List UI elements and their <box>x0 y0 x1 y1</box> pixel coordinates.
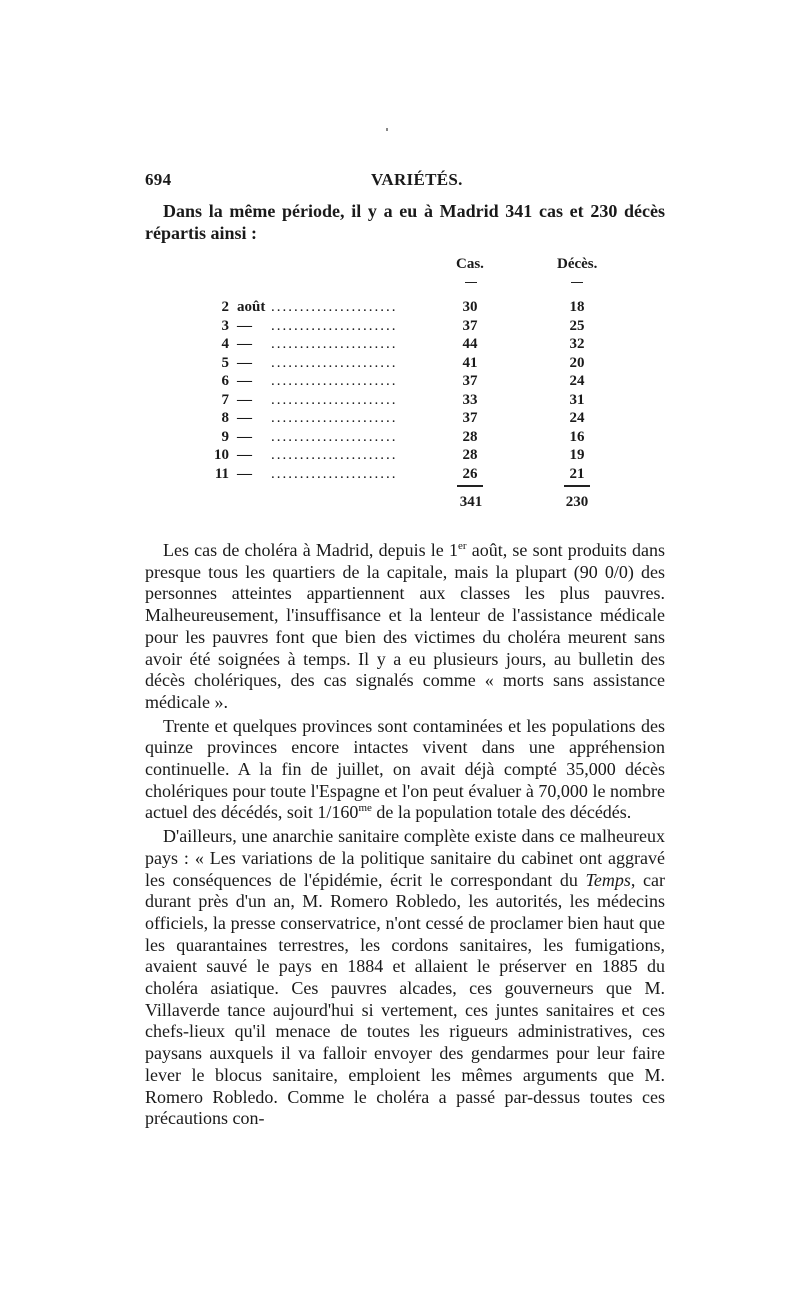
row-cas: 37 <box>462 410 478 426</box>
row-day: 10 <box>214 447 229 463</box>
row-deces: 20 <box>569 354 585 371</box>
paragraph-text: Trente et quelques provinces sont contaminées et les populations des quinze provinces encore intactes vivent dans une appréhension continuelle. A la fin de juillet, on avait déjà compté 35,000 décès cholériques pour toute l'Espagne et l'on peut évaluer à 70,000 le nombre actuel des décédés, soit 1/160 <box>145 715 665 823</box>
row-day: 5 <box>221 354 229 371</box>
running-title: VARIÉTÉS. <box>371 170 463 189</box>
column-header-deces: Décès. <box>557 256 598 272</box>
table-row <box>145 428 665 446</box>
row-leader-dots: ...................... <box>271 299 398 315</box>
row-day: 9 <box>221 428 229 445</box>
row-leader-dots: ...................... <box>271 410 398 426</box>
row-deces: 24 <box>569 410 585 426</box>
row-month: — <box>237 465 252 482</box>
table-row <box>145 465 665 483</box>
paragraph-text: Les cas de choléra à Madrid, depuis le 1 <box>163 540 458 560</box>
table-row <box>145 391 665 409</box>
table-row <box>145 446 665 464</box>
row-deces: 16 <box>569 428 585 445</box>
row-cas: 44 <box>462 336 478 352</box>
row-deces: 21 <box>569 465 585 482</box>
page-header <box>145 170 665 192</box>
row-day: 2 <box>221 299 229 315</box>
row-month: — <box>237 391 252 408</box>
total-cas: 341 <box>459 494 483 510</box>
madrid-cases-table <box>145 256 665 516</box>
row-leader-dots: ...................... <box>271 317 398 334</box>
row-leader-dots: ...................... <box>271 447 398 463</box>
paragraph-text: de la population totale des décédés. <box>371 802 632 823</box>
total-rule-cas <box>457 485 483 487</box>
row-leader-dots: ...................... <box>271 465 398 482</box>
row-month: — <box>237 410 252 426</box>
row-month: — <box>237 428 252 445</box>
row-cas: 33 <box>462 391 478 408</box>
paragraph-sanitary-anarchy <box>145 826 665 1130</box>
row-leader-dots: ...................... <box>271 428 398 445</box>
column-dash-cas <box>465 282 477 283</box>
page-speck <box>386 128 388 131</box>
row-cas: 30 <box>462 299 478 315</box>
row-deces: 25 <box>569 317 585 334</box>
row-leader-dots: ...................... <box>271 336 398 352</box>
row-month: — <box>237 336 252 352</box>
column-header-cas: Cas. <box>456 256 484 272</box>
paragraph-text: août, se sont produits dans presque tous les quartiers de la capitale, mais la plupart (90 0/0) des personnes atteintes appartiennent aux classes les plus pauvres. Malheureusement, l'insuffisance et la lenteur de l'assistance médicale pour les pauvres font que bien des victimes du choléra meurent sans avoir été soignées à temps. Il y a eu plusieurs jours, au bulletin des décès cholériques, des cas signalés comme « morts sans assistance médicale ». <box>145 540 665 712</box>
column-dash-deces <box>571 282 583 283</box>
row-day: 7 <box>221 391 229 408</box>
row-cas: 28 <box>462 447 478 463</box>
page-number: 694 <box>145 170 172 189</box>
table-row <box>145 317 665 335</box>
paragraph-text: , car durant près d'un an, M. Romero Robledo, les autorités, les médecins officiels, la presse conservatrice, n'ont cessé de proclamer bien haut que les quarantaines terrestres, les cordons sanitaires, les fumigations, avaient sauvé le pays en 1884 et allaient le préserver en 1885 du choléra asiatique. Ces pauvres alcades, ces gouverneurs que M. Villaverde tance aujourd'hui si vertement, ces juntes sanitaires et ces chefs-lieux qu'il menace de toutes les rigueurs administratives, ces paysans auxquels il va falloir envoyer des gendarmes pour leur faire lever le blocus sanitaire, emploient les mêmes arguments que M. Romero Robledo. Comme le choléra a passé par-dessus toutes ces précautions con- <box>145 869 665 1129</box>
total-deces: 230 <box>565 494 589 510</box>
row-cas: 28 <box>462 428 478 445</box>
row-day: 3 <box>221 317 229 334</box>
row-deces: 18 <box>569 299 585 315</box>
row-leader-dots: ...................... <box>271 391 398 408</box>
row-day: 11 <box>214 465 229 482</box>
table-row <box>145 409 665 427</box>
row-cas: 37 <box>462 317 478 334</box>
row-leader-dots: ...................... <box>271 354 398 371</box>
intro-paragraph: Dans la même période, il y a eu à Madrid 341 cas et 230 décès répartis ainsi : <box>145 201 665 243</box>
row-month: — <box>237 373 252 389</box>
row-deces: 24 <box>569 373 585 389</box>
paragraph-text: D'ailleurs, une anarchie sanitaire complète existe dans ce malheureux pays : « Les variations de la politique sanitaire du cabinet ont aggravé les conséquences de l'épidémie, écrit le correspondant du <box>145 826 665 890</box>
paragraph-provinces <box>145 716 665 825</box>
superscript: me <box>358 802 372 815</box>
row-month: — <box>237 354 252 371</box>
superscript: er <box>457 540 467 552</box>
row-day: 4 <box>221 336 229 352</box>
table-row <box>145 298 665 316</box>
row-deces: 19 <box>569 447 585 463</box>
row-day: 6 <box>221 373 229 389</box>
row-deces: 32 <box>569 336 585 352</box>
row-month: — <box>237 317 252 334</box>
row-cas: 26 <box>462 465 478 482</box>
body-text <box>145 540 665 1130</box>
table-row <box>145 372 665 390</box>
table-row <box>145 354 665 372</box>
row-leader-dots: ...................... <box>271 373 398 389</box>
row-deces: 31 <box>569 391 585 408</box>
row-cas: 37 <box>462 373 478 389</box>
paragraph-madrid-cases <box>145 540 665 714</box>
total-rule-deces <box>564 485 590 487</box>
row-day: 8 <box>221 410 229 426</box>
row-month: août <box>237 299 266 315</box>
row-month: — <box>237 447 252 463</box>
row-cas: 41 <box>462 354 478 371</box>
newspaper-title: Temps <box>585 869 631 890</box>
table-row <box>145 335 665 353</box>
